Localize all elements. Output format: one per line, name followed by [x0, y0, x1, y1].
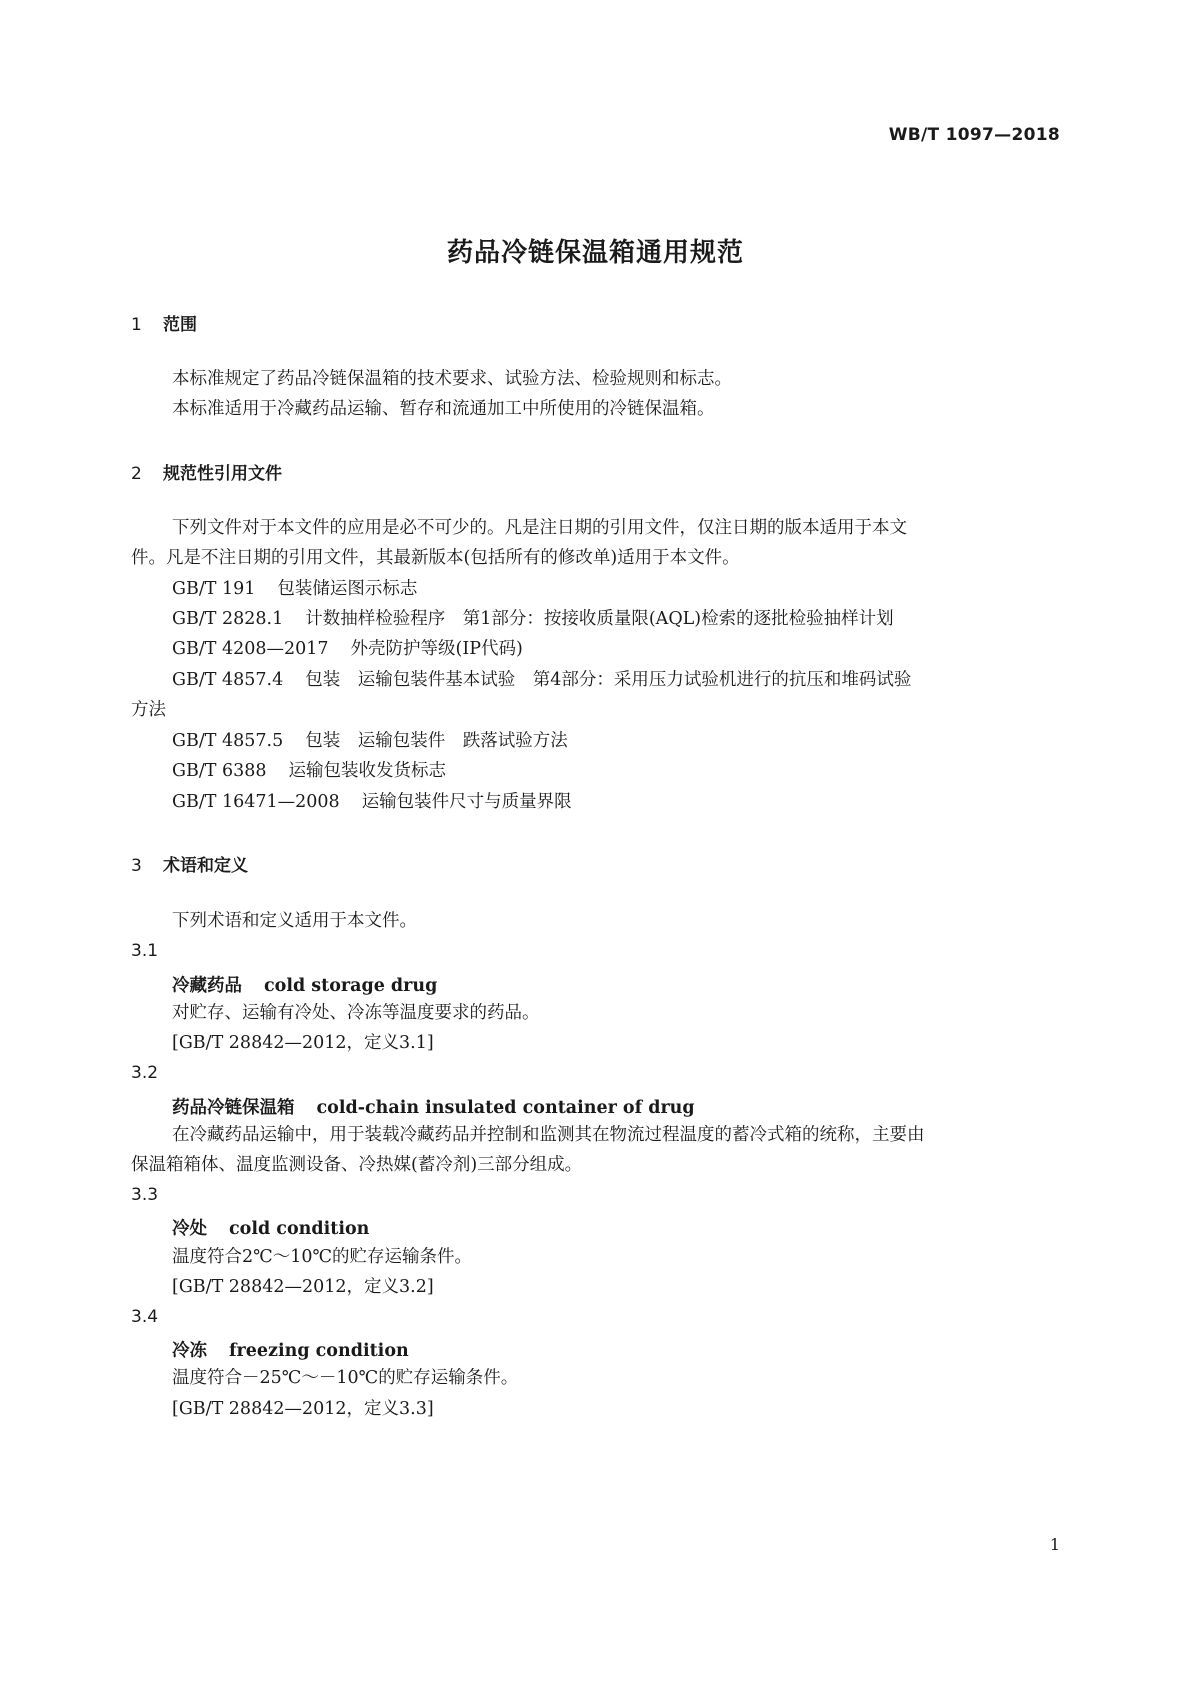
- section-number: 2: [131, 464, 142, 484]
- reference-title: 运输包装件尺寸与质量界限: [361, 792, 572, 812]
- reference-code: GB/T 2828.1: [172, 609, 284, 629]
- term-chinese: 冷处: [172, 1219, 207, 1239]
- term-source: [GB/T 28842—2012，定义3.3]: [172, 1399, 434, 1419]
- section-3-heading: [131, 851, 248, 876]
- standard-code: WB/T 1097—2018: [888, 125, 1060, 145]
- term-english: cold-chain insulated container of drug: [316, 1098, 695, 1118]
- reference-item: [172, 578, 417, 600]
- reference-item: [172, 638, 523, 660]
- section-2-heading: [131, 459, 282, 484]
- reference-item: [172, 608, 894, 630]
- term-definition: 温度符合－25℃～－10℃的贮存运输条件。: [172, 1368, 519, 1388]
- term-source: [GB/T 28842—2012，定义3.2]: [172, 1277, 434, 1297]
- reference-code: GB/T 16471—2008: [172, 792, 340, 812]
- reference-title: 运输包装收发货标志: [288, 761, 447, 781]
- term-chinese: 冷冻: [172, 1341, 207, 1361]
- reference-item: [172, 730, 568, 752]
- reference-code: GB/T 6388: [172, 761, 267, 781]
- section-number: 3: [131, 856, 142, 876]
- term-heading: [172, 1094, 695, 1119]
- section-number: 1: [131, 315, 142, 335]
- term-english: freezing condition: [229, 1341, 409, 1361]
- term-definition: 温度符合2℃～10℃的贮存运输条件。: [172, 1247, 473, 1267]
- reference-code: GB/T 4208—2017: [172, 639, 329, 659]
- reference-title: 外壳防护等级(IP代码): [350, 639, 523, 659]
- term-definition-continuation: 保温箱箱体、温度监测设备、冷热媒(蓄冷剂)三部分组成。: [131, 1155, 583, 1175]
- page-number: 1: [1049, 1535, 1060, 1554]
- reference-item: [172, 760, 446, 782]
- term-heading: [172, 1337, 409, 1362]
- section-1-heading: [131, 310, 197, 335]
- refs-intro-line-1: 下列文件对于本文件的应用是必不可少的。凡是注日期的引用文件，仅注日期的版本适用于本文: [172, 518, 907, 538]
- term-english: cold condition: [229, 1219, 370, 1239]
- clause-number: 3.1: [131, 941, 159, 961]
- term-heading: [172, 1215, 369, 1240]
- reference-title: 包装 运输包装件 跌落试验方法: [305, 731, 568, 751]
- section-title: 范围: [163, 315, 197, 335]
- term-definition: 对贮存、运输有冷处、冷冻等温度要求的药品。: [172, 1003, 540, 1023]
- reference-item-continuation: 方法: [131, 700, 166, 720]
- clause-number: 3.4: [131, 1307, 159, 1327]
- section-title: 规范性引用文件: [163, 464, 282, 484]
- refs-intro-line-2: 件。凡是不注日期的引用文件，其最新版本(包括所有的修改单)适用于本文件。: [131, 548, 740, 568]
- section-title: 术语和定义: [163, 856, 248, 876]
- terms-intro: 下列术语和定义适用于本文件。: [172, 911, 417, 931]
- reference-title: 包装储运图示标志: [277, 579, 418, 599]
- reference-code: GB/T 4857.4: [172, 670, 284, 690]
- reference-item: [172, 791, 572, 813]
- term-chinese: 药品冷链保温箱: [172, 1098, 295, 1118]
- term-english: cold storage drug: [264, 976, 438, 996]
- reference-code: GB/T 4857.5: [172, 731, 284, 751]
- clause-number: 3.3: [131, 1185, 159, 1205]
- scope-paragraph-2: 本标准适用于冷藏药品运输、暂存和流通加工中所使用的冷链保温箱。: [172, 399, 715, 419]
- term-heading: [172, 972, 437, 997]
- reference-code: GB/T 191: [172, 579, 256, 599]
- scope-paragraph-1: 本标准规定了药品冷链保温箱的技术要求、试验方法、检验规则和标志。: [172, 369, 732, 389]
- document-title: 药品冷链保温箱通用规范: [446, 238, 744, 268]
- reference-title: 包装 运输包装件基本试验 第4部分：采用压力试验机进行的抗压和堆码试验: [305, 670, 912, 690]
- term-definition: 在冷藏药品运输中，用于装载冷藏药品并控制和监测其在物流过程温度的蓄冷式箱的统称，主要由: [172, 1125, 925, 1145]
- clause-number: 3.2: [131, 1063, 159, 1083]
- term-source: [GB/T 28842—2012，定义3.1]: [172, 1033, 434, 1053]
- reference-title: 计数抽样检验程序 第1部分：按接收质量限(AQL)检索的逐批检验抽样计划: [305, 609, 894, 629]
- reference-item: [172, 669, 911, 691]
- term-chinese: 冷藏药品: [172, 976, 242, 996]
